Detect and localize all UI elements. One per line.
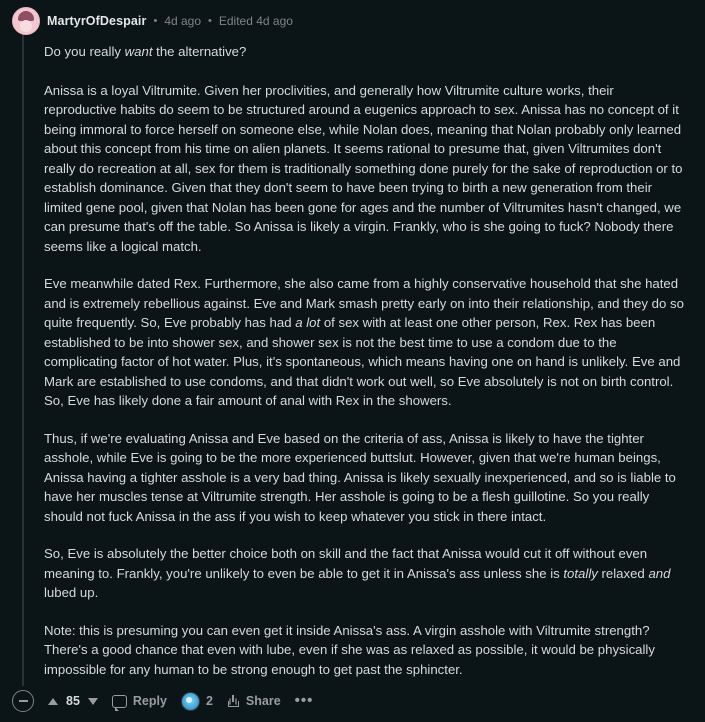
emphasized-text: and [648, 565, 671, 581]
meta-separator-2: • [208, 14, 212, 27]
comment-paragraph [44, 81, 687, 257]
emphasized-text: totally [563, 565, 598, 581]
award-button[interactable] [181, 692, 213, 711]
comment-header [10, 8, 695, 34]
text-run: Do you really [44, 44, 125, 59]
text-run: Anissa is a loyal Viltrumite. Given her proclivities, and generally how Viltrumite culture works, their reproductive habits do seem to be structured around a eugenics approach to sex. Anissa has no concept of it being immoral to force herself on someone else, while Nolan does, meaning that Nolan probably only learned about this concept from his time on alien planets. It seems rational to presume that, given Viltrumites don't really do recreation at all, sex for them is traditionally something done purely for the sake of reproduction or to establish dominance. Given that they don't seem to have been trying to birth a new generation from their limited gene pool, given that Nolan has been gone for ages and the number of Viltrumites hasn't changed, we can presume that's off the table. So Anissa is likely a virgin. Frankly, who is she going to fuck? Nobody there seems like a logical match. [44, 82, 683, 254]
comment-timestamp: 4d ago [164, 14, 202, 28]
share-icon [227, 695, 240, 708]
share-button[interactable] [227, 694, 281, 708]
text-run: relaxed [597, 565, 649, 581]
more-options-button[interactable]: ••• [294, 692, 314, 709]
text-run: Note: this is presuming you can even get it inside Anissa's ass. A virgin asshole with Viltrumite strength? There's a good chance that even with lube, even if she was as relaxed as possible, it would be physically impossible for any human to be strong enough to get past the sphincter. [44, 622, 655, 677]
reply-label: Reply [132, 694, 167, 708]
text-run: lubed up. [44, 585, 99, 600]
vote-group [48, 694, 98, 708]
text-run: So, Eve is absolutely the better choice both on skill and the fact that Anissa would cut it off without even meaning to. Frankly, you're unlikely to even be able to get it in Anissa's ass unless she is [44, 546, 648, 581]
comment-paragraph [44, 42, 687, 62]
text-run: the alternative? [152, 44, 247, 59]
text-run: of sex with at least one other person, Rex. Rex has been established to be into shower sex, and shower sex is not the best time to use a condom due to the complicating factor of hot water. Plus, it's spontaneous, which means having one on hand is unlikely. Eve and Mark are established to use condoms, and that didn't work out well, so Eve absolutely is not on birth control. So, Eve has likely done a fair amount of anal with Rex in the showers. [44, 315, 681, 408]
award-icon [181, 692, 200, 711]
meta-separator-1: • [153, 14, 158, 27]
text-run: Thus, if we're evaluating Anissa and Eve based on the criteria of ass, Anissa is likely to have the tighter asshole, while Eve is going to be the more experienced buttslut. However, given that we're human beings, Anissa having a tighter asshole is a very bad thing. Anissa is likely sexually inexperienced, and so is liable to have her muscles tense at Viltrumite strength. Her asshole is going to be a flesh guillotine. So you really should not fuck Anissa in the ass if you wish to keep whatever you stick in there intact. [44, 430, 676, 524]
vote-score: 85 [66, 694, 80, 708]
award-count: 2 [205, 694, 213, 708]
comment-edited-timestamp: Edited 4d ago [218, 14, 293, 28]
comment-bubble-icon [112, 695, 127, 708]
comment-actions [10, 686, 695, 716]
minus-icon[interactable] [12, 690, 34, 712]
share-label: Share [245, 694, 281, 708]
avatar[interactable] [12, 7, 40, 35]
reply-button[interactable] [112, 694, 167, 708]
comment-paragraph [44, 621, 687, 680]
comment-paragraph [44, 544, 687, 603]
emphasized-text: a lot [295, 315, 321, 330]
comment-paragraph [44, 274, 687, 411]
emphasized-text: want [124, 44, 153, 59]
downvote-arrow-icon[interactable] [88, 698, 98, 705]
comment-paragraph [44, 429, 687, 527]
comment-body [10, 34, 695, 679]
text-run: Eve meanwhile dated Rex. Furthermore, she also came from a highly conservative household that she hated and is extremely rebellious against. Eve and Mark smash pretty early on into their relationship, and they do so quite frequently. So, Eve probably has had [44, 276, 684, 330]
comment-author[interactable]: MartyrOfDespair [47, 14, 147, 28]
thread-collapse-line[interactable] [22, 34, 24, 686]
upvote-arrow-icon[interactable] [48, 698, 58, 705]
